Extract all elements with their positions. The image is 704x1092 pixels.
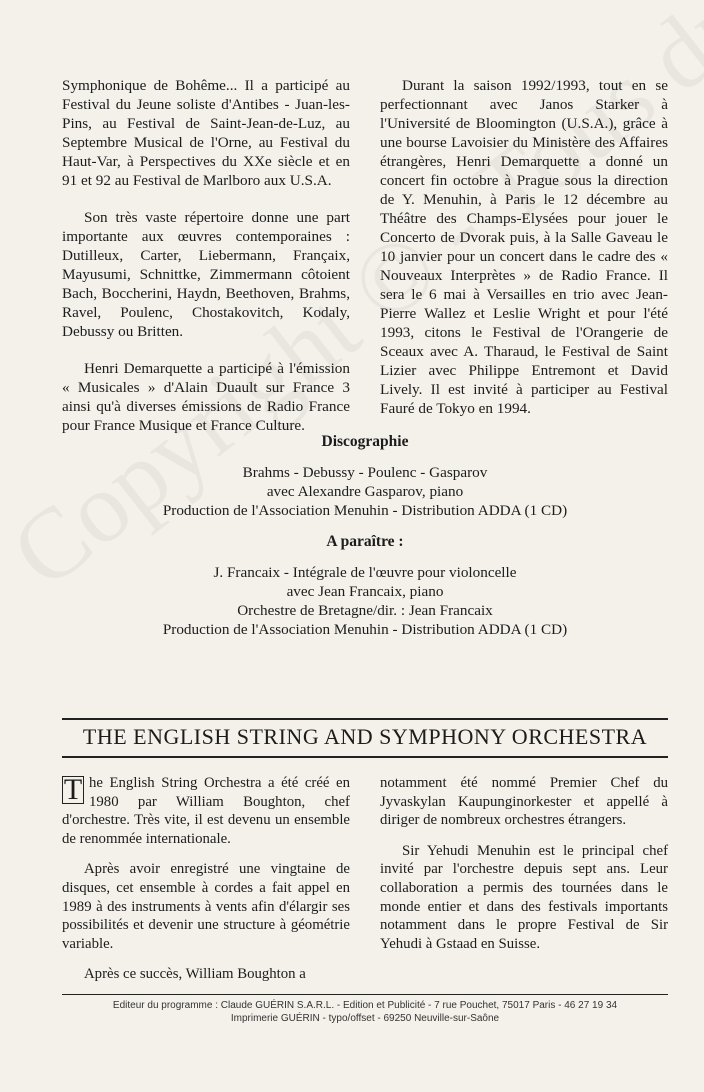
right-column bbox=[380, 76, 668, 436]
upcoming-line: Orchestre de Bretagne/dir. : Jean Francaix bbox=[237, 602, 493, 619]
footer-line: Imprimerie GUÉRIN - typo/offset - 69250 Neuville-sur-Saône bbox=[230, 1013, 500, 1024]
upcoming-line: J. Francaix - Intégrale de l'œuvre pour violoncelle bbox=[213, 564, 517, 581]
discography-line: Brahms - Debussy - Poulenc - Gasparov bbox=[242, 464, 488, 481]
orchestra-left-column bbox=[62, 774, 350, 996]
drop-cap: T bbox=[63, 773, 83, 806]
orchestra-right-column bbox=[380, 774, 668, 965]
paragraph-text: he English String Orchestra a été créé en 1980 par William Boughton, chef d'orchestre. Très vite, il est devenu un ensemble de renommée internationale. bbox=[62, 775, 350, 847]
publisher-footer bbox=[62, 994, 668, 1025]
paragraph: Durant la saison 1992/1993, tout en se perfectionnant avec Janos Starker à l'Université de Bloomington (U.S.A.), grâce à une bourse Lavoisier du Ministère des Affaires étrangères, Henri Demarquette a donné un concert fin octobre à Prague sous la direction de Y. Menuhin, à Paris le 12 décembre au Théâtre des Champs-Elysées pour jouer le Concerto de Dvorak puis, à la Salle Gaveau le 10 janvier pour un concert dans le cadre des « Nouveaux Interprètes » de Radio France. Il sera le 6 mai à Versailles en trio avec Jean-Pierre Wallez et Leslie Wright et pour l'été 1993, citons le Festival de l'Orangerie de Sceaux avec A. Tharaud, le Festival de Saint Lizier avec Philippe Entremont et David Lively. Il est invité à participer au Festival Fauré de Tokyo en 1994. bbox=[380, 77, 668, 417]
discography-title: Discographie bbox=[321, 433, 409, 450]
paragraph: Après avoir enregistré une vingtaine de disques, cet ensemble à cordes a fait appel en 1989 à des instruments à vents afin d'élargir ses possibilités et devenir une structure à géométrie variable. bbox=[62, 861, 350, 952]
footer-line: Editeur du programme : Claude GUÉRIN S.A.R.L. - Edition et Publicité - 7 rue Pouchet, 75017 Paris - 46 27 19 34 bbox=[112, 1000, 618, 1011]
paragraph: Sir Yehudi Menuhin est le principal chef invité par l'orchestre depuis sept ans. Leur collaboration a permis des tournées dans le monde entier et dans des festivals importants notamment dans le propre Festival de Sir Yehudi à Gstaad en Suisse. bbox=[380, 842, 668, 952]
discography-section bbox=[62, 432, 668, 639]
orchestra-section-title: THE ENGLISH STRING AND SYMPHONY ORCHESTRA bbox=[62, 718, 668, 758]
discography-line: avec Alexandre Gasparov, piano bbox=[266, 483, 464, 500]
upcoming-title: A paraître : bbox=[326, 533, 404, 550]
upcoming-line: Production de l'Association Menuhin - Distribution ADDA (1 CD) bbox=[162, 621, 568, 638]
paragraph: Après ce succès, William Boughton a bbox=[84, 966, 306, 983]
paragraph bbox=[62, 774, 350, 848]
upcoming-line: avec Jean Francaix, piano bbox=[286, 583, 444, 600]
left-column bbox=[62, 76, 350, 453]
paragraph: Henri Demarquette a participé à l'émission « Musicales » d'Alain Duault sur France 3 ainsi qu'à diverses émissions de Radio France pour France Musique et France Culture. bbox=[62, 360, 350, 434]
paragraph: Son très vaste répertoire donne une part importante aux œuvres contemporaines : Dutilleux, Carter, Liebermann, Françaix, Mayusumi, Schnittke, Zimmermann côtoient Bach, Boccherini, Haydn, Beethoven, Brahms, Ravel, Poulenc, Chostakovitch, Kodaly, Debussy ou Britten. bbox=[62, 209, 350, 340]
paragraph: notamment été nommé Premier Chef du Jyvaskylan Kaupunginorkester et appellé à diriger de nombreux orchestres étrangers. bbox=[380, 775, 668, 829]
discography-line: Production de l'Association Menuhin - Distribution ADDA (1 CD) bbox=[162, 502, 568, 519]
paragraph: Symphonique de Bohême... Il a participé au Festival du Jeune soliste d'Antibes - Juan-les-Pins, au Festival de Saint-Jean-de-Luz, au Septembre Musical de l'Orne, au Festival du Haut-Var, à Perspectives du XXe siècle et en 91 et 92 au Festival de Marlboro aux U.S.A. bbox=[62, 77, 350, 189]
